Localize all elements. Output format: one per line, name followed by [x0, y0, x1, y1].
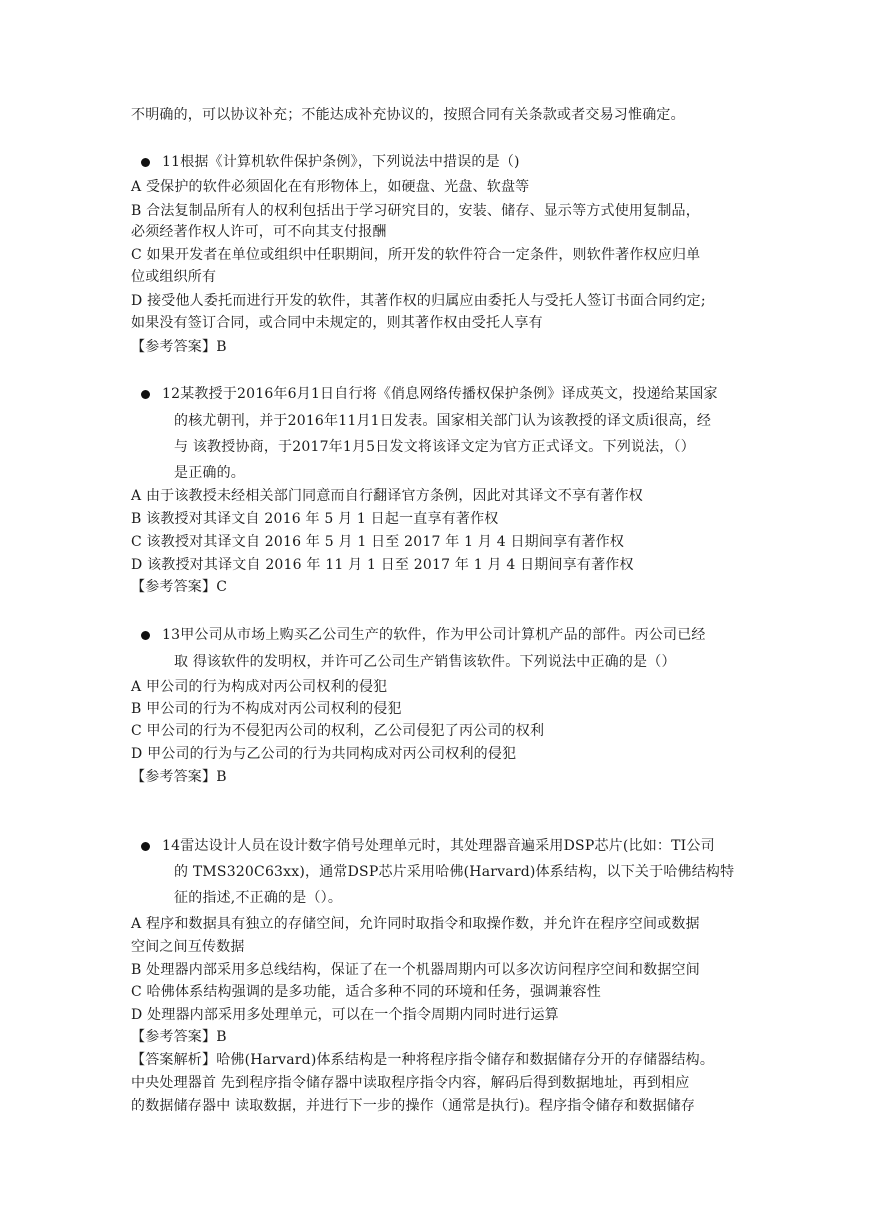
q14-option-a-cont: 空间之间互传数据: [131, 939, 245, 955]
bullet-icon: [141, 390, 150, 399]
question-12-line-2: 的核尤朝刊，并于2016年11月1日发表。国家相关部门认为该教授的译文质i很高，经: [174, 413, 712, 429]
question-14-line-1: 14雷达设计人员在设计数字俏号处理单元时，其处理器音遍采用DSP芯片(比如：TI公司: [162, 838, 715, 854]
q11-option-d-cont: 如果没有签订合同，或合同中未规定的，则其著作权由受托人享有: [131, 315, 543, 331]
q12-answer: 【参考答案】C: [131, 579, 228, 595]
bullet-icon: [141, 158, 150, 167]
q14-option-d: D 处理器内部采用多处理单元，可以在一个指令周期内同时进行运算: [131, 1007, 559, 1023]
question-13-line-1: 13甲公司从市场上购买乙公司生产的软件，作为甲公司计算机产品的部件。丙公司已经: [162, 627, 706, 643]
question-14-line-3: 征的指述,不正确的是（）。: [174, 890, 343, 906]
question-13-line-2: 取 得该软件的发明权，并许可乙公司生产销售该软件。下列说法中正确的是（）: [174, 654, 676, 670]
q14-option-c: C 哈佛体系结构强调的是多功能，适合多种不同的环境和任务，强调兼容性: [131, 984, 601, 1000]
q11-option-c-cont: 位或组织所有: [131, 269, 217, 285]
q12-option-a: A 由于该教授未经相关部门同意而自行翻译官方条例，因此对其译文不享有著作权: [131, 488, 643, 504]
question-11-text: 11根据《计算机软件保护条例》，下列说法中措误的是（): [162, 154, 520, 170]
q13-option-c: C 甲公司的行为不侵犯丙公司的权利，乙公司侵犯了丙公司的权利: [131, 723, 545, 739]
question-12-line-3: 与 该教授协商，于2017年1月5日发文将该译文定为官方正式译文。下列说法，（）: [174, 439, 695, 455]
q14-analysis-line-2: 中央处理器首 先到程序指令储存器中读取程序指令内容，解码后得到数据地址，再到相应: [131, 1075, 690, 1091]
q11-option-b: B 合法复制品所有人的权利包括出于学习研究目的，安装、储存、显示等方式使用复制品，: [131, 203, 700, 219]
q12-option-c: C 该教授对其译文自 2016 年 5 月 1 日至 2017 年 1 月 4 日期间享有著作权: [131, 534, 625, 550]
q14-analysis-line-1: 【答案解析】哈佛(Harvard)体系结构是一种将程序指令储存和数据储存分开的存储器结构。: [131, 1052, 715, 1068]
q11-option-c: C 如果开发者在单位或组织中任职期间，所开发的软件符合一定条件，则软件著作权应归单: [131, 247, 701, 263]
intro-text: 不明确的，可以协议补充；不能达成补充协议的，按照合同有关条款或者交易习惟确定。: [131, 107, 685, 123]
q14-analysis-line-3: 的数据储存器中 读取数据，并进行下一步的操作（通常是执行)。程序指令储存和数据储存: [131, 1098, 696, 1114]
q14-option-a: A 程序和数据具有独立的存储空间，允许同时取指令和取操作数，并允许在程序空间或数据: [131, 916, 700, 932]
q14-option-b: B 处理器内部采用多总线结构，保证了在一个机器周期内可以多次访问程序空间和数据空间: [131, 962, 700, 978]
q11-option-d: D 接受他人委托而进行开发的软件，其著作权的归属应由委托人与受托人签订书面合同约定;: [131, 293, 706, 309]
question-12-line-4: 是正确的。: [174, 465, 245, 481]
q12-option-d: D 该教授对其译文自 2016 年 11 月 1 日至 2017 年 1 月 4 日期间享有著作权: [131, 557, 634, 573]
question-14-line-2: 的 TMS320C63xx)，通常DSP芯片采用哈佛(Harvard)体系结构，以下关于哈佛结构特: [174, 864, 735, 880]
bullet-icon: [141, 631, 150, 640]
q14-answer: 【参考答案】B: [131, 1029, 227, 1045]
q11-option-b-cont: 必须经著作权人许可，可不向其支付报酬: [131, 224, 387, 240]
q11-answer: 【参考答案】B: [131, 339, 227, 355]
q11-option-a: A 受保护的软件必须固化在有形物体上，如硬盘、光盘、软盘等: [131, 179, 530, 195]
q13-option-d: D 甲公司的行为与乙公司的行为共同构成对丙公司权利的侵犯: [131, 746, 517, 762]
q13-answer: 【参考答案】B: [131, 769, 227, 785]
q13-option-a: A 甲公司的行为构成对丙公司权利的侵犯: [131, 679, 388, 695]
q13-option-b: B 甲公司的行为不构成对丙公司权利的侵犯: [131, 701, 402, 717]
bullet-icon: [141, 842, 150, 851]
question-12-line-1: 12某教授于2016年6月1日自行将《俏息网络传播权保护条例》译成英文，投递给某国家: [162, 386, 718, 402]
q12-option-b: B 该教授对其译文自 2016 年 5 月 1 日起一直享有著作权: [131, 511, 499, 527]
